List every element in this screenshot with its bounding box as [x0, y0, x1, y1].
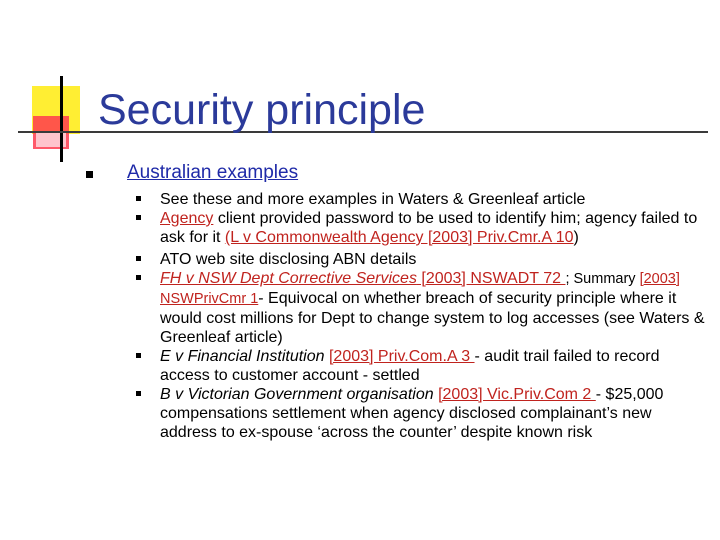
list-item: [136, 250, 706, 269]
item-text: - Equivocal on whether breach of security principle where it would cost millions for Dept to change system to log accesses (see Waters & Greenleaf article): [160, 290, 705, 346]
slide-title: Security principle: [98, 86, 426, 134]
item-text: - audit trail failed to record access to customer account - settled: [160, 348, 660, 384]
case-link-fh-v-nsw[interactable]: FH v NSW Dept Corrective Services: [160, 270, 417, 287]
bullet-square-icon: [136, 215, 141, 220]
list-item: [136, 209, 706, 247]
bullet-square-icon: [136, 353, 141, 358]
case-name: E v Financial Institution: [160, 348, 325, 365]
list-item: [136, 190, 706, 209]
bullet-square-icon: [136, 275, 141, 280]
item-text: ATO web site disclosing ABN details: [160, 251, 417, 268]
case-link-vicprivcom-2[interactable]: [2003] Vic.Priv.Com 2: [438, 386, 596, 403]
item-text: client provided password to be used to identify him; agency failed to ask for it: [160, 210, 698, 246]
agency-link[interactable]: Agency: [160, 210, 214, 227]
item-text: See these and more examples in Waters & Greenleaf article: [160, 191, 586, 208]
item-text: ; Summary: [565, 271, 640, 287]
list-item: [136, 385, 706, 442]
case-link-nswprivcmr-1[interactable]: [2003] NSWPrivCmr 1: [160, 271, 680, 307]
case-link-nswadt-72[interactable]: [2003] NSWADT 72: [416, 270, 566, 287]
heading-australian-examples: Australian examples: [127, 162, 299, 183]
item-text: - $25,000 compensations settlement when agency disclosed complainant’s new address to ex-spouse ‘across the counter’ despite known risk: [160, 386, 664, 441]
item-text: ): [573, 229, 579, 246]
examples-list: [136, 190, 706, 442]
bullet-square-icon: [136, 256, 141, 261]
bullet-square-icon: [136, 196, 141, 201]
vertical-rule: [60, 76, 63, 162]
list-item: [136, 347, 706, 385]
case-link-l-v-commonwealth[interactable]: (L v Commonwealth Agency [2003] Priv.Cmr.A 10: [224, 229, 574, 246]
bullet-square-icon: [86, 171, 93, 178]
case-link-privcoma-3[interactable]: [2003] Priv.Com.A 3: [328, 348, 475, 365]
bullet-square-icon: [136, 391, 141, 396]
list-item: [136, 269, 706, 347]
case-name: B v Victorian Government organisation: [160, 386, 434, 403]
